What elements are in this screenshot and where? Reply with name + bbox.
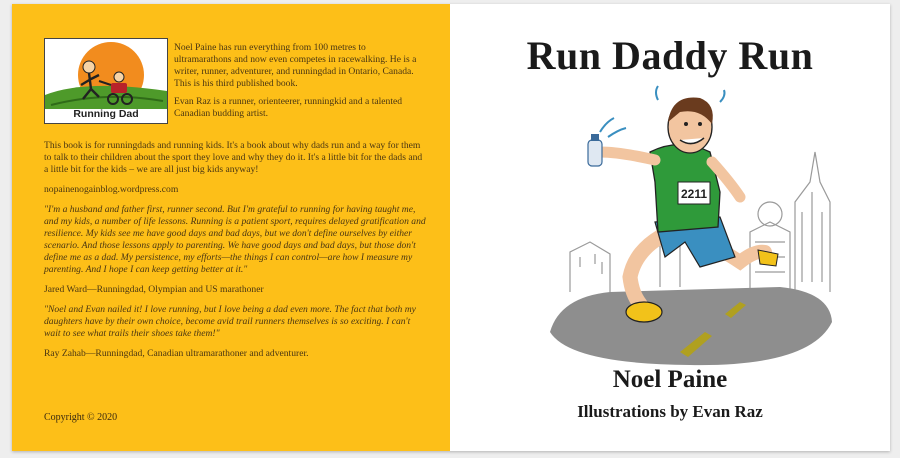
testimonial-attribution-2: Ray Zahab—Runningdad, Canadian ultramarathoner and adventurer. [44,348,309,359]
running-dad-logo [44,38,168,124]
book-description: This book is for runningdads and running kids. It's a book about why dads run and a way for them to talk to their children about the sport they love and why they do it. It's a little bit for the dads and a little bit for the kids – we are all just big kids anyway! [44,140,423,175]
author-name: Noel Paine [612,366,728,393]
water-bottle [588,140,602,166]
bib-number: 2211 [680,187,708,201]
book-title: Run Daddy Run [526,33,814,78]
website-link: nopainenogainblog.wordpress.com [44,184,179,195]
front-cover [450,4,890,451]
logo-label: Running Dad [73,108,139,120]
testimonial-attribution-1: Jared Ward—Runningdad, Olympian and US marathoner [44,284,264,295]
book-cover-spread [12,4,890,451]
testimonial-quote-1: "I'm a husband and father first, runner second. But I'm grateful to running for having taught me, and my kids, a number of life lessons. Running is a patient sport, requires delayed gratification and resilience. My kids see me have good days and bad days, but we don't define ourselves by either scenario. And those lessons apply to parenting. We have good days and bad days, but those don't define me as a dad. My persistence, my efforts—the things I can control—are how I measure my parenting. And I hope I can keep getting better at it." [44,204,426,275]
illustrator-credit: Illustrations by Evan Raz [577,402,763,421]
testimonial-quote-2: "Noel and Evan nailed it! I love running, but I love being a dad even more. The fact that both my daughters have by their own choice, become avid trail runners themselves is so exciting. I can't wait to see what trails their shoes take them!" [44,304,416,339]
author-bio-noel: Noel Paine has run everything from 100 metres to ultramarathons and now even competes in racewalking. He is a writer, runner, adventurer, and runningdad in Ontario, Canada. This is his third published book. [174,42,417,89]
back-cover-text [44,140,428,368]
author-bio-evan: Evan Raz is a runner, orienteerer, runningkid and a talented Canadian budding artist. [174,96,403,119]
running-dad-illustration [540,82,840,367]
back-cover [12,4,450,451]
copyright: Copyright © 2020 [44,412,118,423]
author-bio [174,42,424,126]
